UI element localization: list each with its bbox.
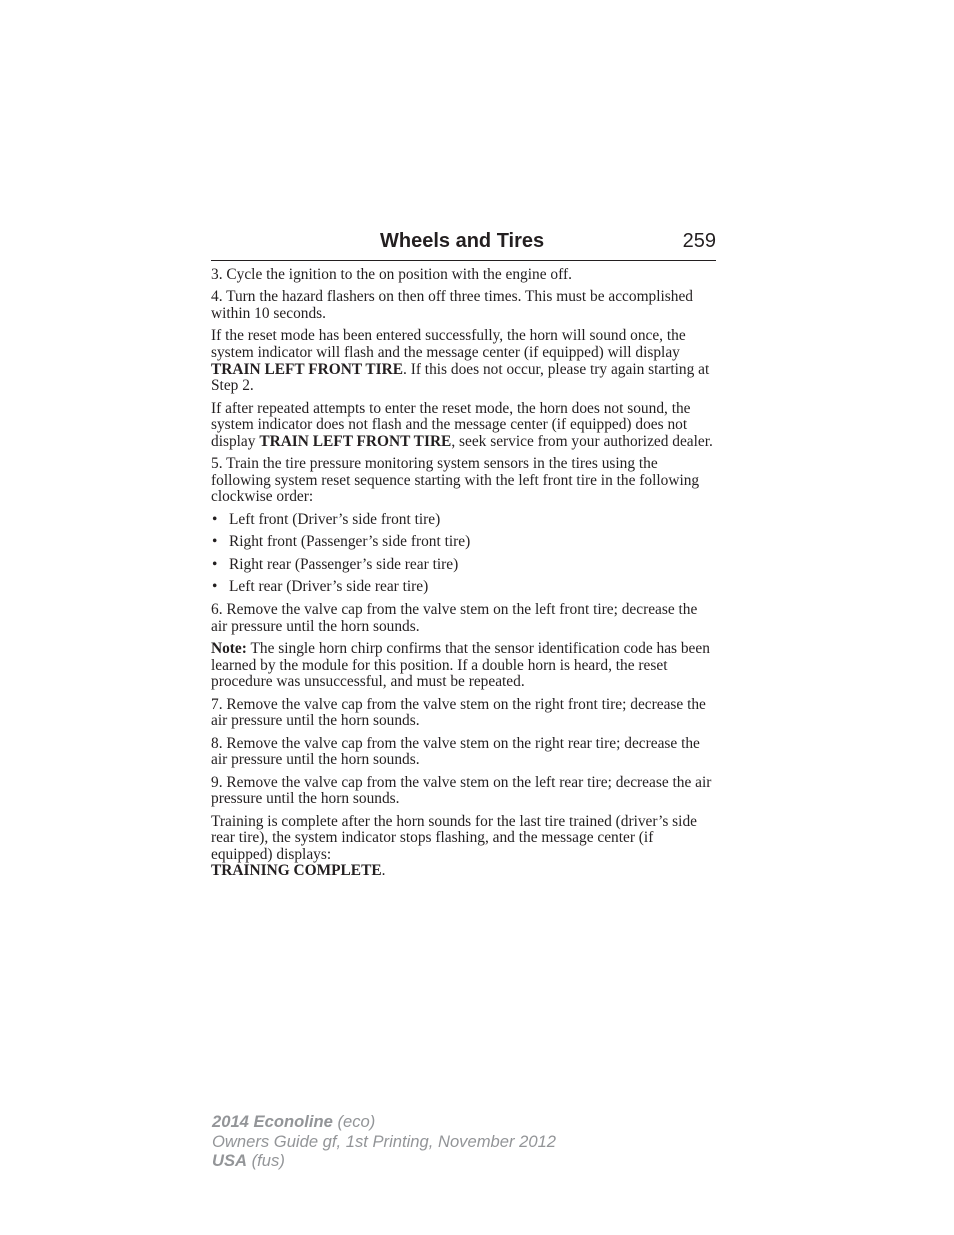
list-item xyxy=(211,534,716,551)
step-6-paragraph: 6. Remove the valve cap from the valve stem on the left front tire; decrease the air pressure until the horn sounds. xyxy=(211,601,698,635)
page-footer xyxy=(212,1112,556,1171)
reset-success-paragraph xyxy=(211,328,716,394)
training-complete-period: . xyxy=(381,862,386,880)
bullet-icon: • xyxy=(212,510,218,528)
footer-market-line xyxy=(212,1151,556,1171)
reset-failure-text-end: , seek service from your authorized dealer. xyxy=(451,432,713,450)
page-content xyxy=(211,267,716,886)
training-complete-paragraph xyxy=(211,814,716,880)
step-9-paragraph: 9. Remove the valve cap from the valve stem on the left rear tire; decrease the air pressure until the horn sounds. xyxy=(211,773,712,808)
reset-failure-paragraph xyxy=(211,401,716,451)
list-item xyxy=(211,579,716,596)
footer-model-line xyxy=(212,1112,556,1132)
train-left-front-tire-message: TRAIN LEFT FRONT TIRE xyxy=(259,432,452,450)
page-header xyxy=(211,229,716,261)
list-item xyxy=(211,557,716,574)
step-8-paragraph: 8. Remove the valve cap from the valve stem on the right rear tire; decrease the air pressure until the horn sounds. xyxy=(211,734,700,769)
reset-success-text: If the reset mode has been entered successfully, the horn will sound once, the system indicator will flash and the message center (if equipped) will display xyxy=(211,327,686,361)
footer-model-code: (eco) xyxy=(332,1112,376,1131)
step-7-paragraph: 7. Remove the valve cap from the valve stem on the right front tire; decrease the air pressure until the horn sounds. xyxy=(211,695,706,730)
reset-failure-text: If after repeated attempts to enter the reset mode, the horn does not sound, the system indicator does not flash and the message center (if equipped) does not display xyxy=(211,399,691,450)
note-label: Note: xyxy=(211,640,247,658)
footer-model: 2014 Econoline xyxy=(212,1112,333,1131)
training-complete-message: TRAINING COMPLETE xyxy=(211,862,382,880)
step-3-paragraph: 3. Cycle the ignition to the on position with the engine off. xyxy=(211,266,572,283)
list-item xyxy=(211,512,716,529)
list-item-text: Right rear (Passenger’s side rear tire) xyxy=(229,555,459,573)
training-complete-text: Training is complete after the horn sounds for the last tire trained (driver’s side rear tire), the system indicator stops flashing, and the message center (if equipped) displays: xyxy=(211,812,697,863)
list-item-text: Left front (Driver’s side front tire) xyxy=(229,510,441,528)
page-number: 259 xyxy=(682,230,716,252)
footer-edition-line: Owners Guide gf, 1st Printing, November 2012 xyxy=(212,1131,557,1151)
step-5-paragraph: 5. Train the tire pressure monitoring system sensors in the tires using the following system reset sequence starting with the left front tire in the following clockwise order: xyxy=(211,455,700,506)
bullet-icon: • xyxy=(212,533,218,551)
footer-market-code: (fus) xyxy=(247,1151,285,1170)
note-text: The single horn chirp confirms that the sensor identification code has been learned by the module for this position. If a double horn is heard, the reset procedure was unsuccessful, and must be repeated. xyxy=(211,640,710,691)
footer-market: USA xyxy=(212,1151,248,1170)
train-left-front-tire-message: TRAIN LEFT FRONT TIRE xyxy=(211,360,404,378)
section-title: Wheels and Tires xyxy=(380,230,545,252)
list-item-text: Right front (Passenger’s side front tire) xyxy=(229,533,471,551)
list-item-text: Left rear (Driver’s side rear tire) xyxy=(229,578,429,596)
note-paragraph xyxy=(211,641,716,691)
step-4-paragraph: 4. Turn the hazard flashers on then off three times. This must be accomplished within 10 seconds. xyxy=(211,288,694,322)
bullet-icon: • xyxy=(212,555,218,573)
bullet-icon: • xyxy=(212,578,218,596)
tire-order-list xyxy=(211,512,716,596)
reset-success-text-end: . If this does not occur, please try again starting at Step 2. xyxy=(211,360,710,395)
